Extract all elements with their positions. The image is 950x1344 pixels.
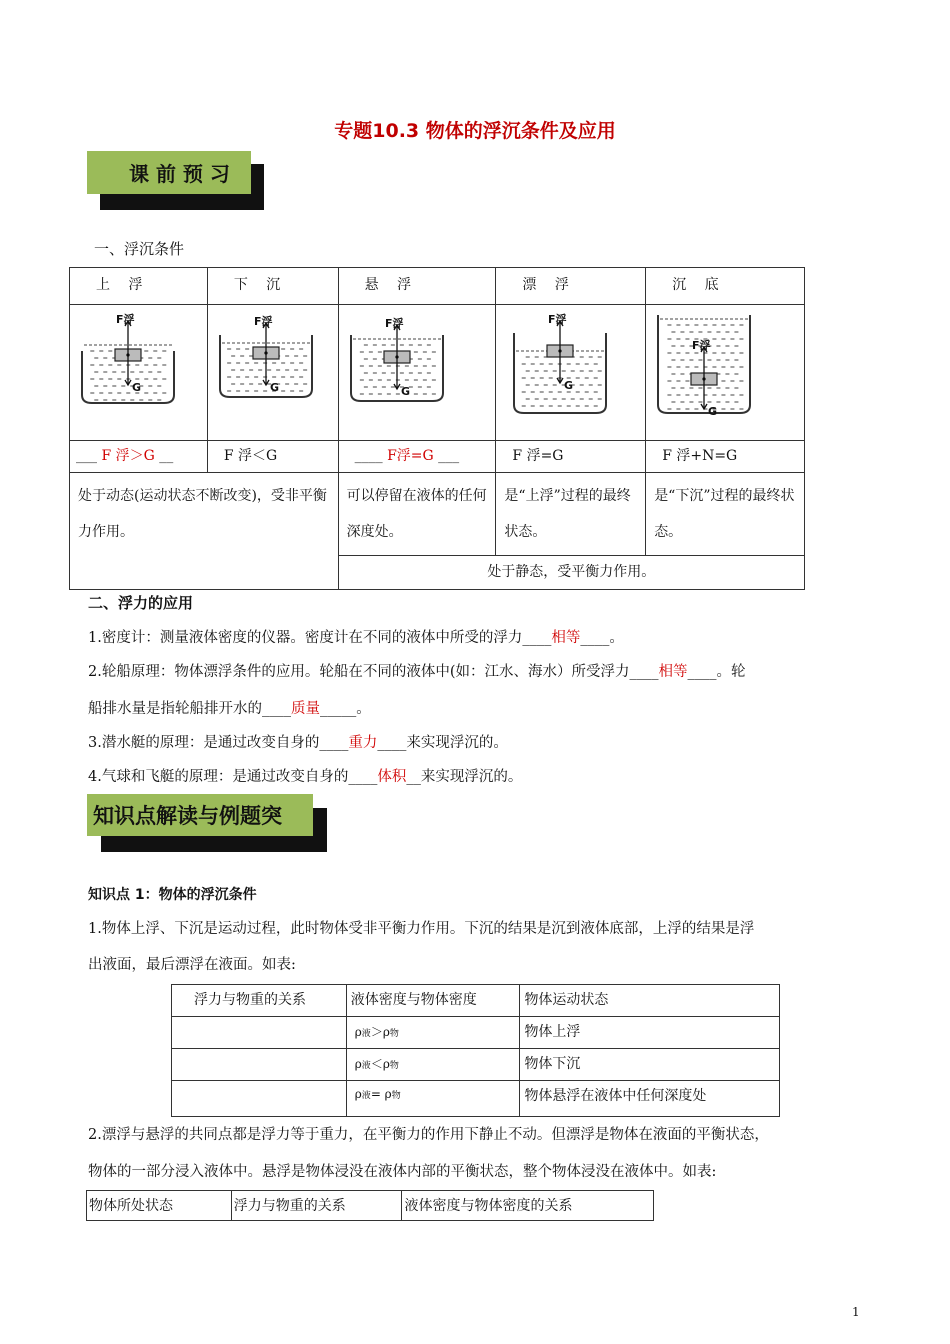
desc-suspend: 可以停留在液体的任何深度处。 — [338, 473, 496, 556]
col-float: 漂 浮 — [496, 268, 646, 305]
banner-knowledge-label: 知识点解读与例题突 — [93, 804, 282, 828]
cond-suspend: ____ F浮=G ___ — [338, 441, 496, 473]
buoyancy-label: F浮 — [384, 317, 404, 330]
cond-sink: F 浮＜G — [207, 441, 338, 473]
page-title: 专题10.3 物体的浮沉条件及应用 — [334, 120, 616, 142]
gravity-label: G — [708, 405, 718, 418]
figure-cell-bottom — [646, 305, 805, 441]
t2-density: ρ液＜ρ物 — [346, 1049, 520, 1081]
state-table — [86, 1190, 654, 1221]
t3-header: 浮力与物重的关系 — [231, 1191, 402, 1221]
figure-bottom — [654, 305, 754, 421]
t3-header: 物体所处状态 — [87, 1191, 232, 1221]
cond-float: F 浮=G — [496, 441, 646, 473]
t2-cell — [172, 1049, 347, 1081]
page-number: 1 — [852, 1305, 860, 1319]
figure-float — [510, 305, 610, 421]
buoyancy-label: F浮 — [116, 313, 135, 326]
kp1-heading: 知识点 1：物体的浮沉条件 — [88, 887, 257, 903]
buoyancy-label: F浮 — [253, 315, 273, 328]
t2-density: ρ液= ρ物 — [346, 1081, 520, 1117]
desc-float: 是“上浮”过程的最终状态。 — [496, 473, 646, 556]
kp1-para2-line2: 物体的一部分浸入液体中。悬浮是物体浸没在液体内部的平衡状态，整个物体浸没在液体中。如表: — [88, 1164, 717, 1180]
section2-heading: 二、浮力的应用 — [88, 594, 194, 612]
figure-cell-rise — [70, 305, 208, 441]
floatation-table — [69, 267, 805, 590]
col-suspend: 悬 浮 — [338, 268, 496, 305]
t2-state: 物体上浮 — [520, 1017, 780, 1049]
t2-header: 物体运动状态 — [520, 985, 780, 1017]
figure-cell-sink — [207, 305, 338, 441]
desc-sink: 是“下沉”过程的最终状态。 — [646, 473, 805, 556]
t2-density: ρ液＞ρ物 — [346, 1017, 520, 1049]
t2-header: 浮力与物重的关系 — [172, 985, 347, 1017]
figure-cell-float — [496, 305, 646, 441]
kp1-para2-line1: 2.漂浮与悬浮的共同点都是浮力等于重力，在平衡力的作用下静止不动。但漂浮是物体在液面的平衡状态， — [88, 1127, 769, 1143]
figure-rise — [78, 305, 178, 411]
desc-static: 处于静态，受平衡力作用。 — [338, 556, 804, 590]
app-line-5: 4.气球和飞艇的原理：是通过改变自身的____体积__来实现浮沉的。 — [88, 769, 523, 785]
gravity-label: G — [269, 381, 279, 394]
density-table — [171, 984, 780, 1117]
col-rise: 上 浮 — [70, 268, 208, 305]
figure-suspend — [347, 305, 447, 409]
buoyancy-label: F浮 — [692, 339, 711, 352]
app-line-3: 船排水量是指轮船排开水的____质量_____。 — [88, 701, 371, 717]
cond-rise: ___ F 浮＞G __ — [70, 441, 208, 473]
desc-dynamic: 处于动态(运动状态不断改变)，受非平衡力作用。 — [70, 473, 339, 590]
section1-heading: 一、浮沉条件 — [94, 240, 185, 258]
t2-state: 物体下沉 — [520, 1049, 780, 1081]
col-sink: 下 沉 — [207, 268, 338, 305]
gravity-label: G — [132, 381, 142, 394]
t3-header: 液体密度与物体密度的关系 — [402, 1191, 654, 1221]
t2-cell — [172, 1017, 347, 1049]
gravity-label: G — [400, 385, 410, 398]
banner-knowledge — [87, 794, 313, 836]
t2-cell — [172, 1081, 347, 1117]
banner-preview — [87, 151, 251, 194]
app-line-1: 1.密度计：测量液体密度的仪器。密度计在不同的液体中所受的浮力____相等____。 — [88, 630, 624, 646]
buoyancy-label: F浮 — [548, 313, 567, 326]
banner-preview-label: 课 前 预 习 — [129, 162, 230, 186]
app-line-2: 2.轮船原理：物体漂浮条件的应用。轮船在不同的液体中(如：江水、海水）所受浮力____相等____。轮 — [88, 664, 746, 680]
app-line-4: 3.潜水艇的原理：是通过改变自身的____重力____来实现浮沉的。 — [88, 735, 508, 751]
kp1-para1-line2: 出液面，最后漂浮在液面。如表: — [88, 957, 296, 973]
figure-sink — [216, 305, 316, 405]
gravity-label: G — [564, 379, 574, 392]
figure-cell-suspend — [338, 305, 496, 441]
t2-state: 物体悬浮在液体中任何深度处 — [520, 1081, 780, 1117]
col-bottom: 沉 底 — [646, 268, 805, 305]
t2-header: 液体密度与物体密度 — [346, 985, 520, 1017]
cond-bottom: F 浮+N=G — [646, 441, 805, 473]
kp1-para1-line1: 1.物体上浮、下沉是运动过程，此时物体受非平衡力作用。下沉的结果是沉到液体底部，上浮的结果是浮 — [88, 921, 755, 937]
